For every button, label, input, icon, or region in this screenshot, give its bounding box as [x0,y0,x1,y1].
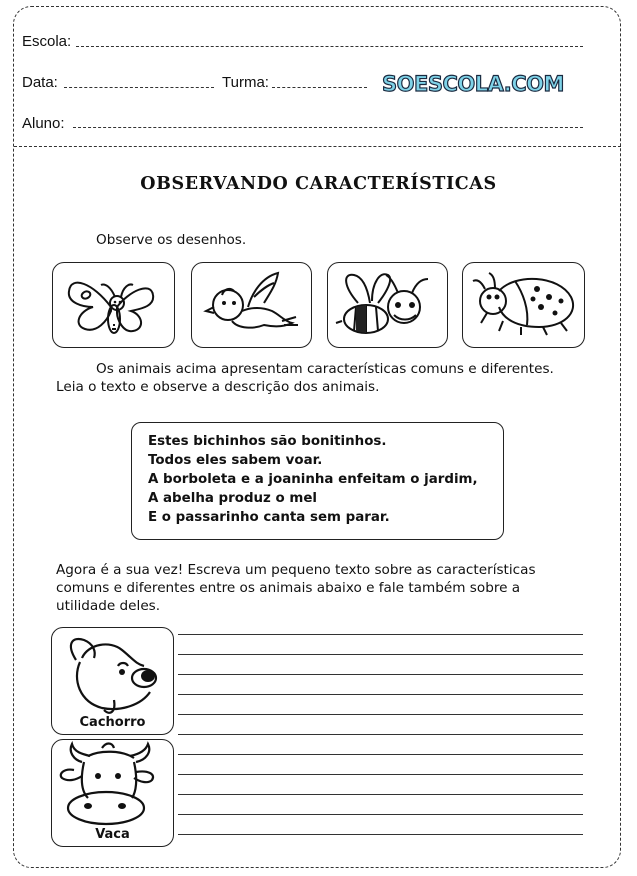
dog-label: Cachorro [79,715,146,730]
poem-line: Estes bichinhos são bonitinhos. [148,434,387,449]
dog-card [51,627,174,735]
butterfly-icon [53,263,174,347]
writing-line[interactable] [178,674,583,675]
cow-card [51,739,174,847]
cow-label: Vaca [95,827,130,842]
writing-line[interactable] [178,774,583,775]
writing-line[interactable] [178,734,583,735]
poem-line: Todos eles sabem voar. [148,453,323,468]
paragraph-line-1: Os animais acima apresentam características comuns e diferentes. [96,361,554,377]
task-line-3: utilidade deles. [56,598,161,614]
poem-line: E o passarinho canta sem parar. [148,510,390,525]
school-field[interactable] [76,46,583,47]
instruction-text: Observe os desenhos. [96,232,247,248]
paragraph-line-2: Leia o texto e observe a descrição dos animais. [56,379,380,395]
poem-line: A borboleta e a joaninha enfeitam o jardim, [148,472,478,487]
site-logo: SOESCOLA.COM [382,72,564,96]
cow-icon [52,740,173,828]
writing-line[interactable] [178,794,583,795]
writing-line[interactable] [178,834,583,835]
writing-line[interactable] [178,694,583,695]
bird-card [191,262,312,348]
school-label: Escola: [22,33,72,50]
student-label: Aluno: [22,115,65,132]
header-divider [14,146,621,147]
class-field[interactable] [272,87,367,88]
task-line-1: Agora é a sua vez! Escreva um pequeno texto sobre as características [56,562,536,578]
bee-card [327,262,448,348]
bee-icon [328,263,447,347]
writing-line[interactable] [178,634,583,635]
dog-icon [52,630,173,718]
task-line-2: comuns e diferentes entre os animais abaixo e fale também sobre a [56,580,521,596]
ladybug-card [462,262,585,348]
writing-line[interactable] [178,754,583,755]
student-field[interactable] [73,127,583,128]
writing-line[interactable] [178,814,583,815]
page-title: OBSERVANDO CARACTERÍSTICAS [140,174,497,194]
writing-line[interactable] [178,654,583,655]
ladybug-icon [463,263,584,347]
writing-line[interactable] [178,714,583,715]
date-field[interactable] [64,87,214,88]
date-label: Data: [22,74,58,91]
poem-box [131,422,504,540]
butterfly-card [52,262,175,348]
poem-line: A abelha produz o mel [148,491,317,506]
class-label: Turma: [222,74,269,91]
bird-icon [192,263,311,347]
